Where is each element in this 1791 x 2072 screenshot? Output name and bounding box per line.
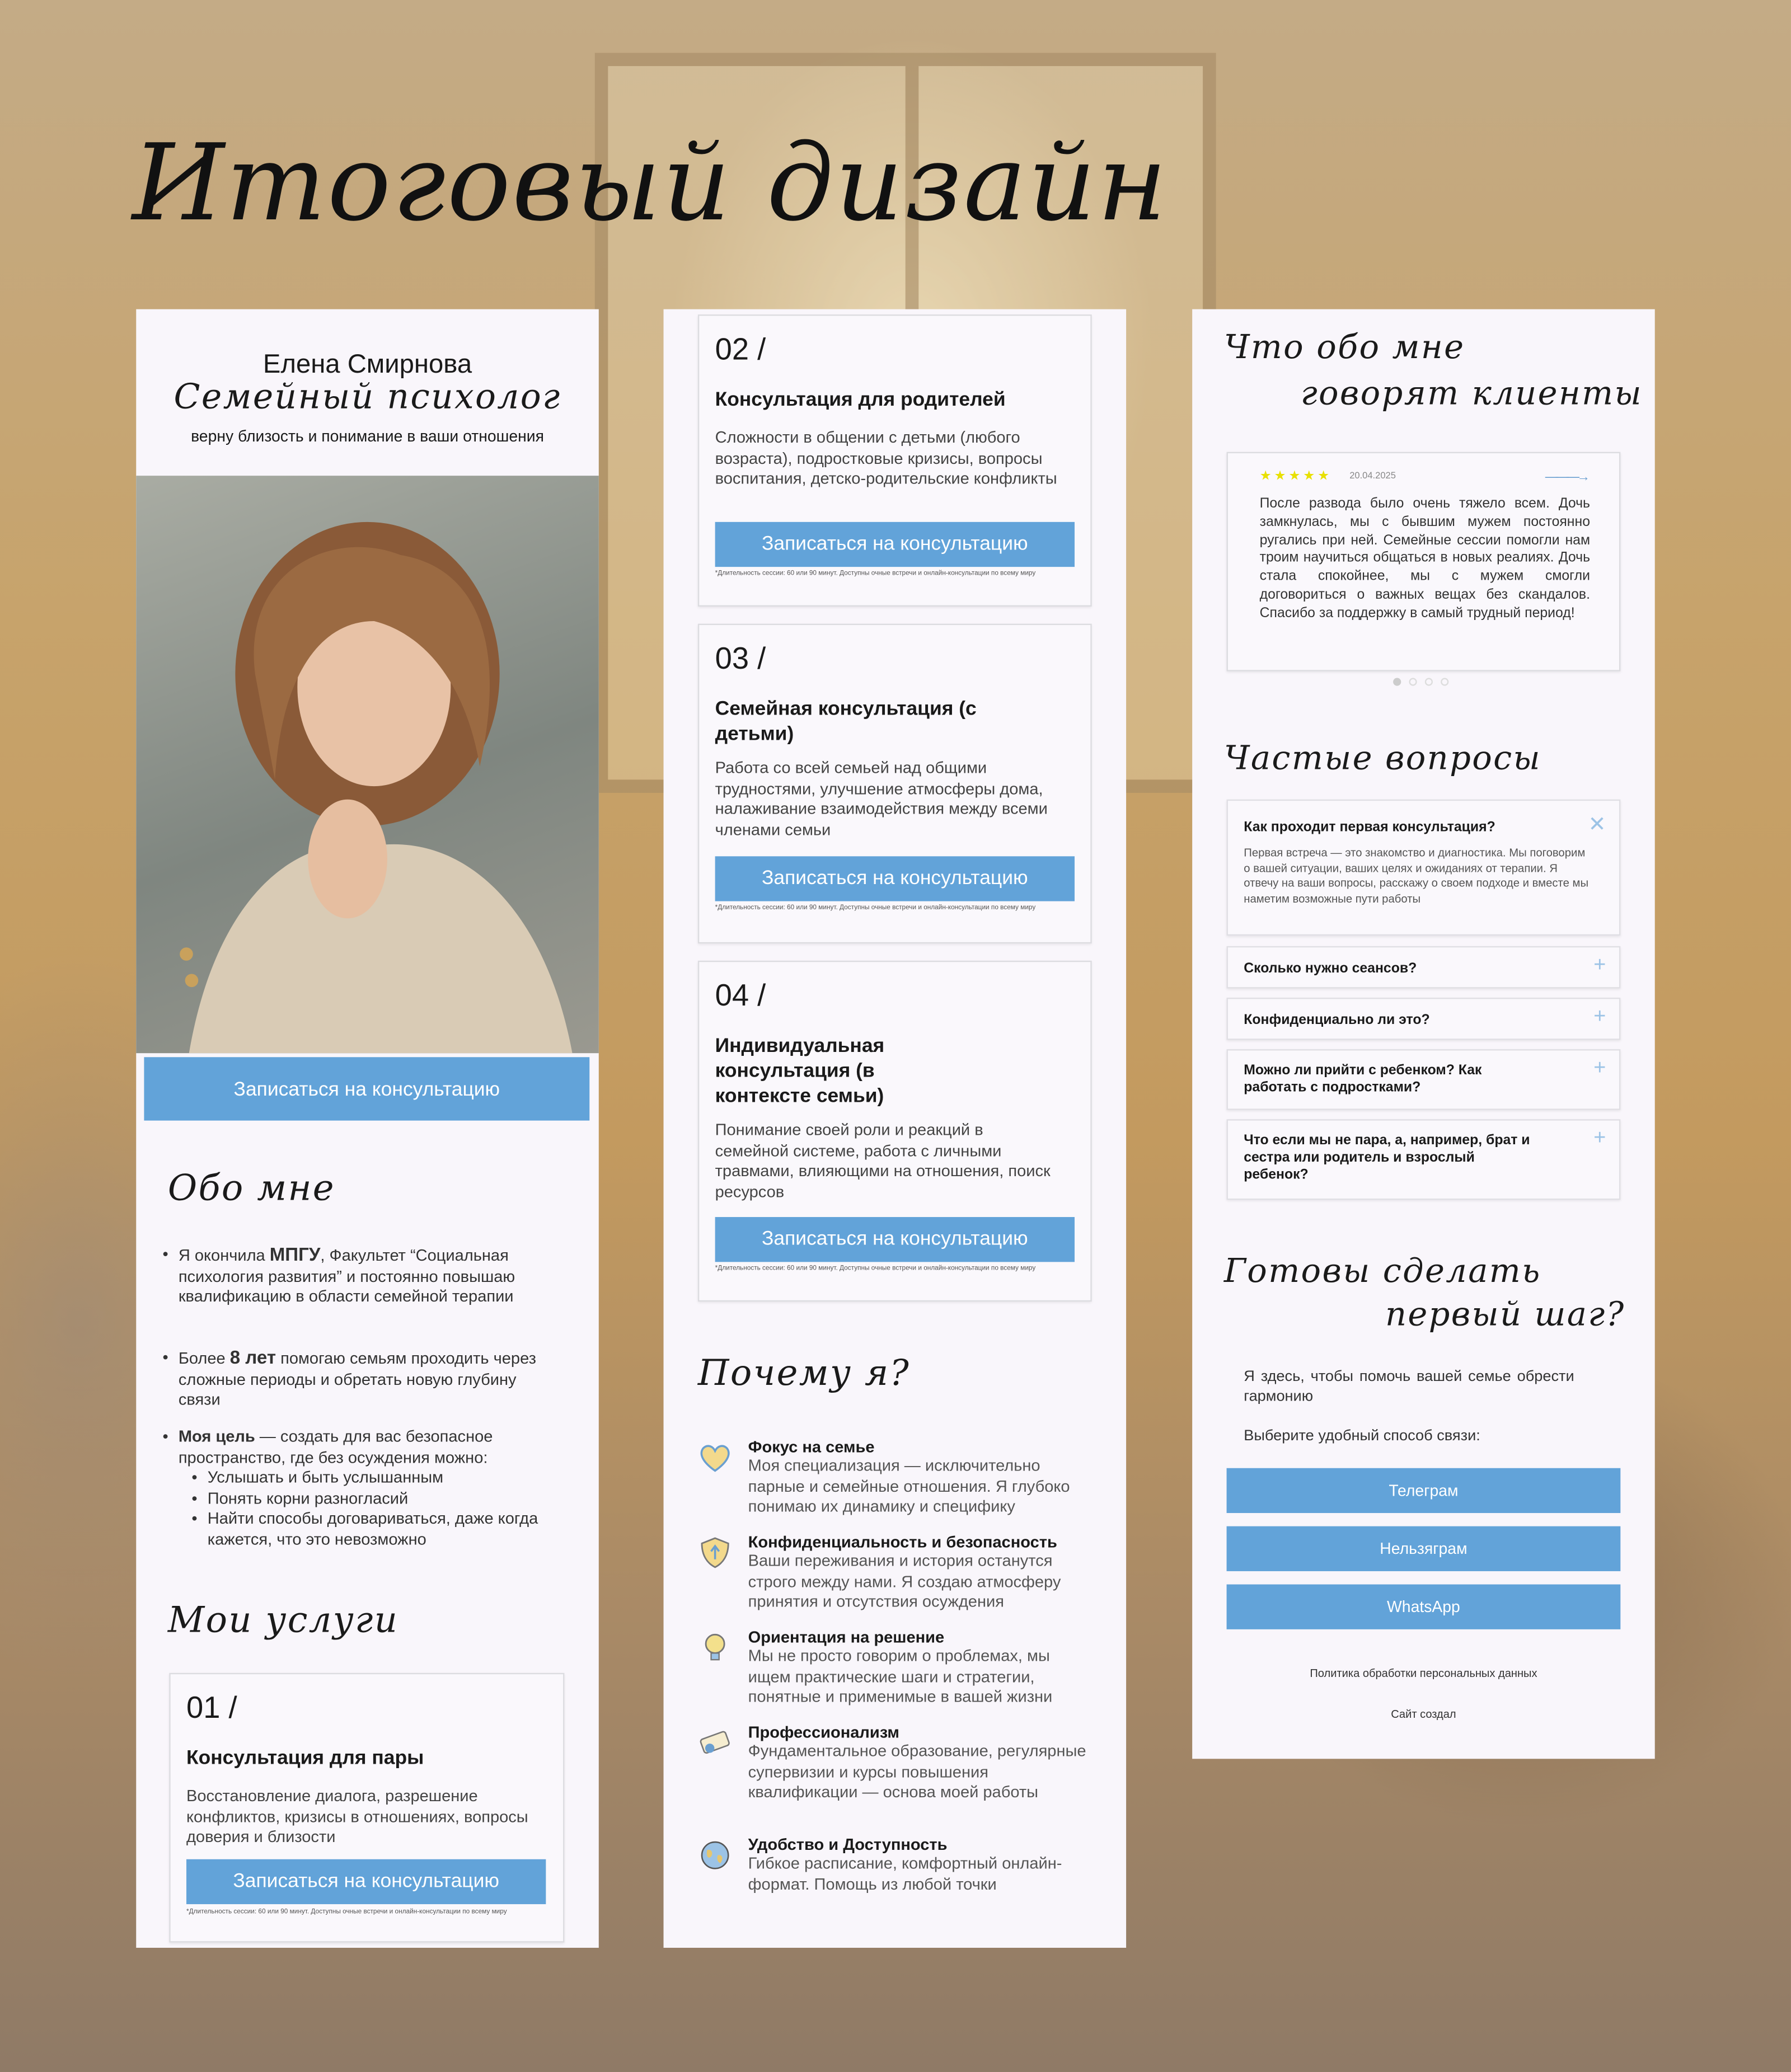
about-bullet-experience: • Более 8 лет помогаю семьям проходить через сложные периоды и обретать новую глубину связи <box>179 1348 562 1411</box>
close-icon[interactable]: ✕ <box>1588 814 1606 837</box>
service-description: Сложности в общении с детьми (любого возраста), подростковые кризисы, вопросы воспитания, детско-родительские конфликты <box>715 428 1057 488</box>
mobile-screen-3 <box>1192 309 1655 1759</box>
faq-item[interactable] <box>1227 946 1621 989</box>
service-card <box>698 624 1092 944</box>
review-card <box>1227 452 1621 671</box>
globe-icon <box>698 1838 732 1872</box>
nelzyagram-button[interactable]: Нельзяграм <box>1227 1526 1621 1571</box>
service-note: *Длительность сессии: 60 или 90 минут. Доступны очные встречи и онлайн-консультации по всему миру <box>186 1908 507 1916</box>
feature-title: Удобство и Доступность <box>748 1835 948 1854</box>
service-card <box>698 961 1092 1302</box>
feature-title: Фокус на семье <box>748 1437 875 1456</box>
hero-book-button[interactable]: Записаться на консультацию <box>144 1057 589 1120</box>
whatsapp-button[interactable]: WhatsApp <box>1227 1585 1621 1629</box>
service-note: *Длительность сессии: 60 или 90 минут. Доступны очные встречи и онлайн-консультации по всему миру <box>715 1265 1036 1273</box>
feature-title: Профессионализм <box>748 1723 899 1742</box>
service-description: Работа со всей семьей над общими трудностями, улучшение атмосферы дома, налаживание взаимодействия между всеми членами семьи <box>715 758 1048 839</box>
hero-role: Семейный психолог <box>174 378 561 418</box>
service-number: 03 / <box>715 641 766 675</box>
faq-item[interactable] <box>1227 1049 1621 1110</box>
feature-title: Конфиденциальность и безопасность <box>748 1533 1057 1552</box>
reviews-heading-line2: говорят клиенты <box>1300 374 1643 412</box>
reviews-heading-line1: Что обо мне <box>1223 327 1465 367</box>
service-title: Семейная консультация (с детьми) <box>715 697 977 745</box>
feature-item <box>698 1437 1094 1517</box>
services-heading: Мои услуги <box>167 1600 399 1642</box>
shield-icon <box>698 1535 732 1570</box>
about-bullet-goal: • Моя цель — создать для вас безопасное пространство, где без осуждения можно: • Услышать и быть услышанным • Понять корни разногласий • Найти способы договариваться, даже когда кажется, что это невозможно <box>179 1427 562 1551</box>
telegram-button[interactable]: Телеграм <box>1227 1468 1621 1513</box>
feature-desc: Фундаментальное образование, регулярные супервизии и курсы повышения квалификации — основа моей работы <box>748 1741 1086 1801</box>
mobile-screen-2 <box>664 309 1127 1948</box>
service-book-button[interactable]: Записаться на консультацию <box>186 1859 546 1904</box>
feature-desc: Гибкое расписание, комфортный онлайн-формат. Помощь из любой точки <box>748 1854 1062 1893</box>
heart-shield-icon <box>698 1440 732 1474</box>
contact-choose-label: Выберите удобный способ связи: <box>1244 1428 1480 1445</box>
goal-item: • Найти способы договариваться, даже когда кажется, что это невозможно <box>179 1509 562 1550</box>
cta-heading-line1: Готовы сделать <box>1223 1251 1541 1290</box>
service-card <box>698 314 1092 607</box>
service-book-button[interactable]: Записаться на консультацию <box>715 1217 1075 1262</box>
review-text: После развода было очень тяжело всем. Дочь замкнулась, мы с бывшим мужем постоянно ругались при ней. Семейные сессии помогли нам троим научиться общаться в новых реалиях. Дочь стала спокойнее, мы с мужем смогли договориться о важных вещах без скандалов. Спасибо за поддержку в самый трудный период! <box>1259 495 1591 621</box>
feature-title: Ориентация на решение <box>748 1628 945 1647</box>
feature-item <box>698 1533 1094 1613</box>
rating-stars: ★★★★★ <box>1259 469 1333 484</box>
plus-icon[interactable]: + <box>1593 954 1606 977</box>
faq-question: Можно ли прийти с ребенком? Как работать с подростками? <box>1244 1062 1482 1096</box>
pagination-dot-active[interactable] <box>1393 678 1401 686</box>
service-book-button[interactable]: Записаться на консультацию <box>715 522 1075 567</box>
review-pagination <box>1393 678 1448 686</box>
service-card <box>169 1673 564 1943</box>
page-title: Итоговый дизайн <box>132 121 1169 245</box>
pagination-dot[interactable] <box>1441 678 1448 686</box>
feature-desc: Ваши переживания и история останутся строго между нами. Я создаю атмосферу принятия и отсутствия осуждения <box>748 1551 1061 1611</box>
feature-desc: Моя специализация — исключительно парные и семейные отношения. Я глубоко понимаю их динамику и специфику <box>748 1456 1070 1516</box>
feature-desc: Мы не просто говорим о проблемах, мы ищем практические шаги и стратегии, понятные и применимые в вашей жизни <box>748 1646 1053 1706</box>
service-description: Восстановление диалога, разрешение конфликтов, кризисы в отношениях, вопросы доверия и близости <box>186 1786 528 1847</box>
service-title: Индивидуальная консультация (в контексте семьи) <box>715 1035 885 1108</box>
faq-question: Что если мы не пара, а, например, брат и сестра или родитель и взрослый ребенок? <box>1244 1132 1530 1183</box>
faq-question: Как проходит первая консультация? <box>1244 819 1495 835</box>
faq-item[interactable] <box>1227 1119 1621 1200</box>
feature-item <box>698 1628 1094 1708</box>
goal-item: • Услышать и быть услышанным <box>179 1468 562 1489</box>
pagination-dot[interactable] <box>1425 678 1433 686</box>
service-number: 02 / <box>715 331 766 367</box>
service-number: 01 / <box>186 1690 237 1725</box>
next-review-arrow-icon[interactable]: ———→ <box>1545 470 1588 485</box>
service-title: Консультация для родителей <box>715 388 1006 411</box>
made-by-link[interactable]: Сайт создал <box>1391 1707 1456 1721</box>
portrait-photo <box>136 476 599 1053</box>
faq-question: Конфиденциально ли это? <box>1244 1012 1430 1028</box>
faq-item[interactable] <box>1227 998 1621 1040</box>
faq-question: Сколько нужно сеансов? <box>1244 960 1417 977</box>
mobile-screen-1 <box>136 309 599 1948</box>
service-description: Понимание своей роли и реакций в семейной системе, работа с личными травмами, влияющими на отношения, поиск ресурсов <box>715 1120 1051 1201</box>
about-heading: Обо мне <box>167 1168 335 1209</box>
review-date: 20.04.2025 <box>1349 472 1396 481</box>
pagination-dot[interactable] <box>1409 678 1417 686</box>
cta-text: Я здесь, чтобы помочь вашей семье обрести гармонию <box>1244 1369 1574 1405</box>
diploma-icon <box>698 1726 732 1760</box>
hero-tagline: верну близость и понимание в ваши отношения <box>191 426 544 445</box>
plus-icon[interactable]: + <box>1593 1006 1606 1028</box>
cta-heading-line2: первый шаг? <box>1385 1295 1625 1333</box>
goal-item: • Понять корни разногласий <box>179 1488 562 1509</box>
about-bullet-education: • Я окончила МПГУ, Факультет “Социальная психология развития” и постоянно повышаю квалификацию в области семейной терапии <box>179 1245 562 1308</box>
service-book-button[interactable]: Записаться на консультацию <box>715 856 1075 901</box>
service-note: *Длительность сессии: 60 или 90 минут. Доступны очные встречи и онлайн-консультации по всему миру <box>715 904 1036 912</box>
feature-item <box>698 1723 1094 1803</box>
plus-icon[interactable]: + <box>1593 1057 1606 1080</box>
service-title: Консультация для пары <box>186 1747 424 1770</box>
faq-item-open[interactable] <box>1227 800 1621 936</box>
service-number: 04 / <box>715 978 766 1012</box>
plus-icon[interactable]: + <box>1593 1127 1606 1150</box>
why-heading: Почему я? <box>697 1353 911 1394</box>
privacy-policy-link[interactable]: Политика обработки персональных данных <box>1310 1666 1537 1680</box>
faq-answer: Первая встреча — это знакомство и диагностика. Мы поговорим о вашей ситуации, ваших целях и ожиданиях от терапии. Я отвечу на ваши вопросы, расскажу о своем подходе и вместе мы наметим возможные пути работы <box>1244 845 1589 905</box>
service-note: *Длительность сессии: 60 или 90 минут. Доступны очные встречи и онлайн-консультации по всему миру <box>715 569 1036 578</box>
lightbulb-icon <box>698 1631 732 1665</box>
faq-heading: Частые вопросы <box>1223 739 1542 777</box>
feature-item <box>698 1835 1094 1895</box>
hero-name: Елена Смирнова <box>262 350 472 379</box>
